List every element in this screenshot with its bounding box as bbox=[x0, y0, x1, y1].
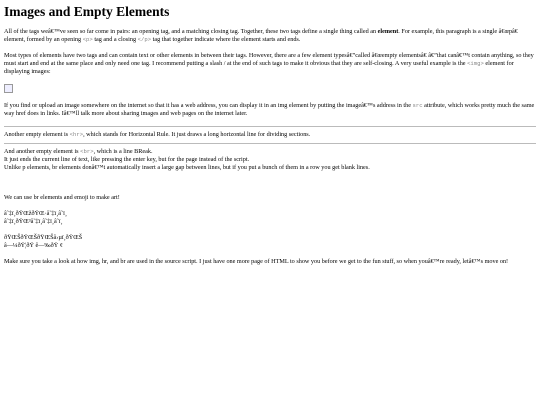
emoji-art-1-row-1: â˜‡ï¸ðŸŒžðŸŒ·â˜‡ï¸â˜ï¸ bbox=[4, 210, 67, 217]
code-hr: <hr> bbox=[69, 131, 84, 138]
empty-text-b: element for displaying images: bbox=[4, 60, 514, 75]
emoji-art-1 bbox=[4, 210, 536, 226]
br-line-1 bbox=[4, 148, 536, 156]
img-text-a: If you find or upload an image somewhere on the internet so that it has a web address, you can display it in an img element by putting the imageâ€™s address in the bbox=[4, 102, 413, 109]
blank-lines-gap bbox=[4, 180, 536, 194]
intro-text-a: All of the tags weâ€™ve seen so far come in pairs: an opening tag, and a matching closing tag. Together, these two tags define a single thing called an bbox=[4, 28, 378, 35]
br-line-2: It just ends the current line of text, like pressing the enter key, but for the page instead of the script. bbox=[4, 156, 250, 163]
code-img: <img> bbox=[467, 60, 484, 67]
broken-image-icon bbox=[4, 84, 13, 93]
hr-text-b: , which stands for Horizontal Rule. It just draws a long horizontal line for dividing sections. bbox=[83, 131, 311, 138]
code-br: <br> bbox=[80, 148, 94, 155]
emoji-art-2 bbox=[4, 234, 536, 250]
intro-text-c: . For example, this paragraph is a single â€œpâ€ element, formed by an opening bbox=[4, 28, 518, 43]
code-p-open: <p> bbox=[82, 36, 93, 43]
emoji-art-1-row-2: â˜‡ï¸ðŸŒ³â˜‡ï¸â˜‡ï¸â˜ï¸ bbox=[4, 218, 63, 225]
paragraph-img-src bbox=[4, 102, 536, 118]
paragraph-closing: Make sure you take a look at how img, hr, and br are used in the source script. I just have one more page of HTML to show you before we get to the fun stuff, so when youâ€™re ready, letâ€™s move on! bbox=[4, 258, 509, 265]
paragraph-emoji-art-intro: We can use br elements and emoji to make art! bbox=[4, 194, 120, 201]
divider-2 bbox=[4, 143, 536, 144]
page-title: Images and Empty Elements bbox=[4, 4, 170, 19]
paragraph-br bbox=[4, 148, 536, 172]
intro-bold-element: element bbox=[377, 28, 399, 35]
empty-text-a: Most types of elements have two tags and can contain text or other elements in between their tags. However, there are a few element typesâ€”called â€œempty elementsâ€ â€”that canâ€™t contain anything, so they must start and end at the same place and only need one tag. I recommend putting a slash / at the end of such tags to make it obvious that they are self-closing. A very useful example is the bbox=[4, 52, 534, 67]
br-line-1-text-b: , which is a line BReak. bbox=[93, 148, 153, 155]
br-line-3: Unlike p elements, br elements donâ€™t automatically insert a large gap between lines, but if you put a bunch of them in a row you get blank lines. bbox=[4, 164, 370, 171]
code-src: src bbox=[412, 102, 423, 109]
intro-text-e: tag that together indicate where the element starts and ends. bbox=[151, 36, 301, 43]
intro-text-d: tag and a closing bbox=[92, 36, 138, 43]
img-text-b: attribute, which works pretty much the same way href does in links. Iâ€™ll talk more about sharing images and web pages on the internet later. bbox=[4, 102, 535, 117]
emoji-art-2-row-2: â—¼ðŸ¦ðŸ ê—‰ðŸ ¢ bbox=[4, 242, 63, 249]
br-line-1-text-a: And another empty element is bbox=[4, 148, 81, 155]
hr-text-a: Another empty element is bbox=[4, 131, 70, 138]
paragraph-intro bbox=[4, 28, 536, 44]
divider-1 bbox=[4, 126, 536, 127]
code-p-close: </p> bbox=[137, 36, 152, 43]
paragraph-empty-elements bbox=[4, 52, 536, 76]
paragraph-hr bbox=[4, 131, 536, 139]
emoji-art-2-row-1: ðŸŒŠðŸŒŠðŸŒŠâ›µï¸ðŸŒŠ bbox=[4, 234, 83, 241]
